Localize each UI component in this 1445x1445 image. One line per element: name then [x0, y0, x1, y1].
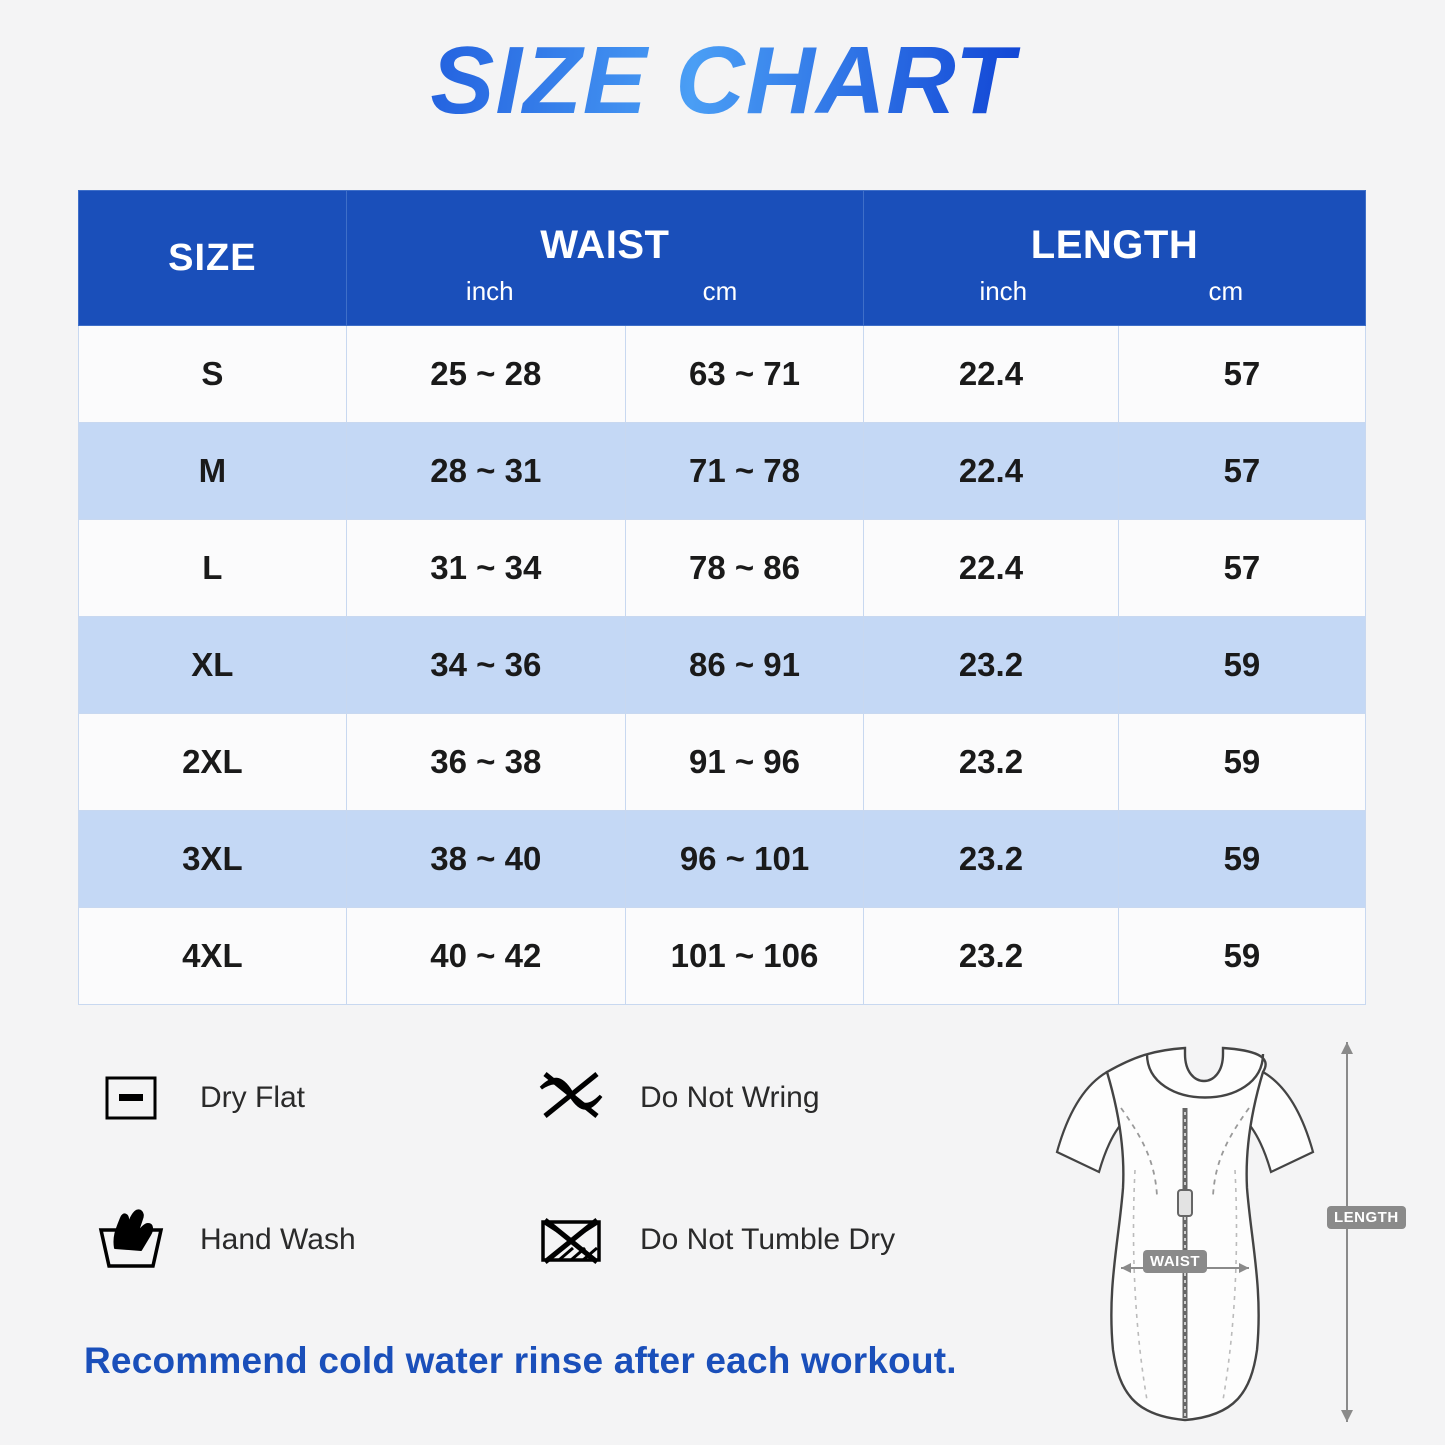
cell-waist-inch: 34 ~ 36 [346, 617, 625, 714]
care-label-hand-wash: Hand Wash [200, 1223, 356, 1256]
cell-length-inch: 22.4 [864, 326, 1119, 423]
waist-unit-cm: cm [702, 276, 738, 306]
cell-size: M [79, 423, 347, 520]
table-row [79, 326, 1366, 423]
cell-waist-cm: 96 ~ 101 [625, 811, 863, 908]
cell-length-inch: 23.2 [864, 617, 1119, 714]
cell-length-inch: 22.4 [864, 423, 1119, 520]
care-instructions [88, 1055, 968, 1339]
column-header-length [864, 191, 1366, 326]
cell-waist-inch: 25 ~ 28 [346, 326, 625, 423]
table-row [79, 423, 1366, 520]
cell-waist-cm: 63 ~ 71 [625, 326, 863, 423]
cell-waist-inch: 28 ~ 31 [346, 423, 625, 520]
cell-size: 3XL [79, 811, 347, 908]
cell-size: XL [79, 617, 347, 714]
care-label-do-not-tumble-dry: Do Not Tumble Dry [640, 1223, 896, 1256]
cell-length-cm: 57 [1118, 326, 1365, 423]
cell-length-cm: 59 [1118, 714, 1365, 811]
cell-waist-inch: 36 ~ 38 [346, 714, 625, 811]
page-title: SIZE CHART [0, 0, 1445, 136]
size-chart-table-container [78, 190, 1366, 1005]
cell-waist-inch: 38 ~ 40 [346, 811, 625, 908]
table-row [79, 908, 1366, 1005]
cell-length-cm: 59 [1118, 617, 1365, 714]
cell-length-inch: 22.4 [864, 520, 1119, 617]
length-unit-inch: inch [979, 276, 1028, 306]
recommendation-text: Recommend cold water rinse after each workout. [84, 1340, 957, 1381]
garment-illustration [995, 1020, 1415, 1440]
cell-waist-cm: 78 ~ 86 [625, 520, 863, 617]
care-row-1 [88, 1055, 968, 1141]
table-row [79, 714, 1366, 811]
cell-waist-cm: 101 ~ 106 [625, 908, 863, 1005]
care-row-2 [88, 1197, 968, 1283]
cell-length-cm: 59 [1118, 908, 1365, 1005]
cell-length-cm: 59 [1118, 811, 1365, 908]
length-measure-tag: LENGTH [1327, 1206, 1406, 1229]
cell-waist-cm: 71 ~ 78 [625, 423, 863, 520]
table-header [79, 191, 1366, 326]
table-row [79, 520, 1366, 617]
size-chart-table [78, 190, 1366, 1005]
cell-length-inch: 23.2 [864, 811, 1119, 908]
cell-waist-cm: 91 ~ 96 [625, 714, 863, 811]
length-title: LENGTH [1030, 223, 1199, 267]
cell-size: S [79, 326, 347, 423]
waist-title: WAIST [540, 223, 670, 267]
do-not-wring-icon [528, 1055, 614, 1141]
cell-waist-inch: 31 ~ 34 [346, 520, 625, 617]
cell-waist-cm: 86 ~ 91 [625, 617, 863, 714]
dry-flat-icon [88, 1055, 174, 1141]
care-item-do-not-wring [528, 1055, 968, 1141]
cell-length-inch: 23.2 [864, 714, 1119, 811]
cell-size: 2XL [79, 714, 347, 811]
hand-wash-icon [88, 1197, 174, 1283]
waist-unit-inch: inch [465, 276, 514, 306]
table-row [79, 617, 1366, 714]
cell-waist-inch: 40 ~ 42 [346, 908, 625, 1005]
cell-length-cm: 57 [1118, 520, 1365, 617]
column-header-size: SIZE [79, 191, 347, 326]
waist-measure-tag: WAIST [1143, 1250, 1207, 1273]
column-header-waist [346, 191, 863, 326]
table-row [79, 811, 1366, 908]
care-label-dry-flat: Dry Flat [200, 1081, 305, 1114]
table-body [79, 326, 1366, 1005]
care-item-dry-flat [88, 1055, 528, 1141]
cell-length-inch: 23.2 [864, 908, 1119, 1005]
cell-length-cm: 57 [1118, 423, 1365, 520]
cell-size: 4XL [79, 908, 347, 1005]
care-label-do-not-wring: Do Not Wring [640, 1081, 820, 1114]
care-item-do-not-tumble-dry [528, 1197, 968, 1283]
length-unit-cm: cm [1208, 276, 1244, 306]
cell-size: L [79, 520, 347, 617]
care-item-hand-wash [88, 1197, 528, 1283]
do-not-tumble-dry-icon [528, 1197, 614, 1283]
